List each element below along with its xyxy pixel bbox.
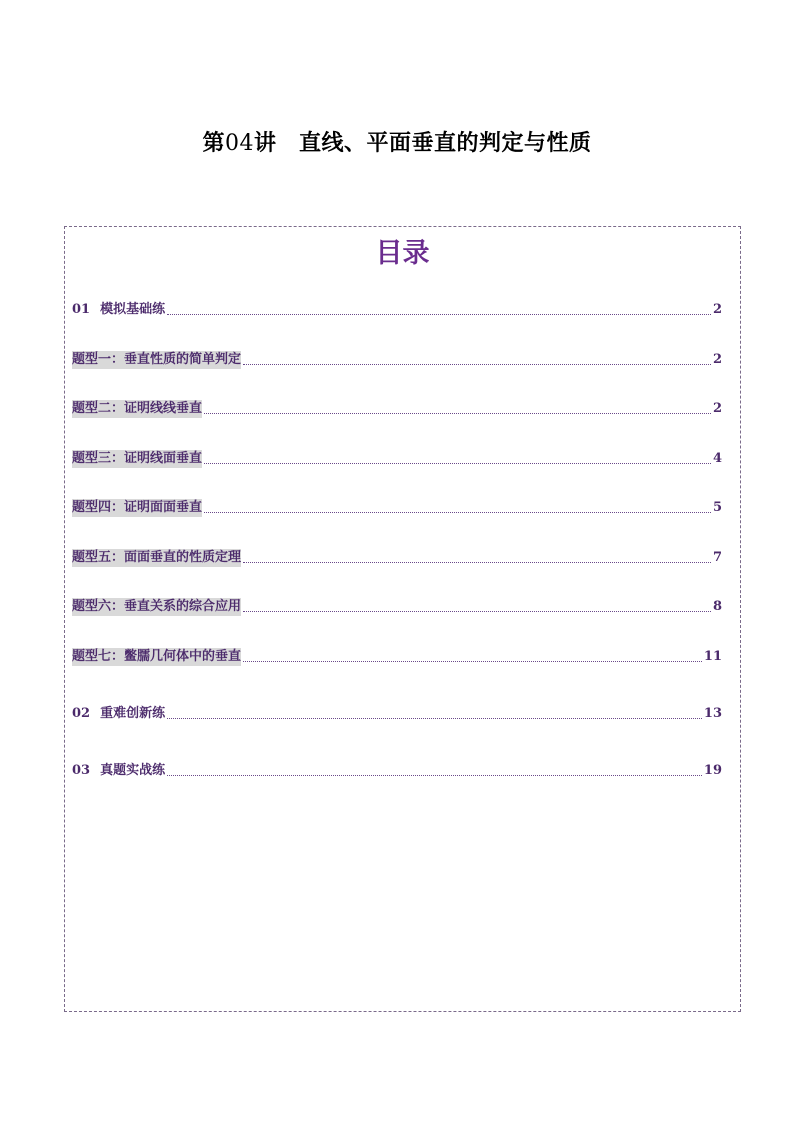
toc-entry-01[interactable] bbox=[72, 301, 722, 319]
toc-leader-dots bbox=[204, 511, 711, 513]
toc-entry-page: 7 bbox=[712, 550, 722, 565]
toc-entry-label: 题型四：证明面面垂直 bbox=[72, 500, 203, 515]
title-suffix: 讲 直线、平面垂直的判定与性质 bbox=[254, 131, 592, 156]
toc-entry-03[interactable] bbox=[72, 762, 722, 780]
toc-leader-dots bbox=[167, 774, 702, 776]
toc-leader-dots bbox=[204, 412, 711, 414]
toc-entry-type-5[interactable] bbox=[72, 549, 722, 567]
toc-heading: 目录 bbox=[375, 238, 430, 269]
toc-entry-02[interactable] bbox=[72, 705, 722, 723]
toc-leader-dots bbox=[204, 462, 711, 464]
title-prefix: 第 bbox=[202, 131, 225, 156]
toc-entry-page: 2 bbox=[712, 302, 722, 317]
toc-entry-label: 题型三：证明线面垂直 bbox=[72, 451, 203, 466]
toc-entry-type-2[interactable] bbox=[72, 400, 722, 418]
toc-entry-page: 19 bbox=[703, 763, 722, 778]
toc-entry-label: 03 真题实战练 bbox=[72, 763, 166, 778]
toc-entry-label: 01 模拟基础练 bbox=[72, 302, 166, 317]
toc-entry-page: 2 bbox=[712, 352, 722, 367]
toc-entry-type-3[interactable] bbox=[72, 450, 722, 468]
toc-entry-page: 8 bbox=[712, 599, 722, 614]
toc-box bbox=[64, 226, 741, 1012]
toc-entry-label: 题型二：证明线线垂直 bbox=[72, 401, 203, 416]
toc-leader-dots bbox=[167, 717, 702, 719]
toc-entry-number: 02 bbox=[72, 706, 91, 721]
toc-entry-label: 题型五：面面垂直的性质定理 bbox=[72, 550, 242, 565]
toc-entry-type-1[interactable] bbox=[72, 351, 722, 369]
toc-entry-type-4[interactable] bbox=[72, 499, 722, 517]
toc-leader-dots bbox=[243, 610, 711, 612]
toc-entry-type-7[interactable] bbox=[72, 648, 722, 666]
toc-entry-page: 5 bbox=[712, 500, 722, 515]
toc-entry-label: 题型七：鳖臑几何体中的垂直 bbox=[72, 649, 242, 664]
title-number: 04 bbox=[225, 131, 254, 156]
toc-entry-type-6[interactable] bbox=[72, 598, 722, 616]
toc-leader-dots bbox=[167, 313, 711, 315]
toc-entry-page: 2 bbox=[712, 401, 722, 416]
toc-entry-label: 02 重难创新练 bbox=[72, 706, 166, 721]
toc-leader-dots bbox=[243, 561, 711, 563]
toc-leader-dots bbox=[243, 363, 711, 365]
toc-entry-number: 03 bbox=[72, 763, 91, 778]
toc-entry-page: 11 bbox=[703, 649, 722, 664]
toc-entry-page: 4 bbox=[712, 451, 722, 466]
toc-leader-dots bbox=[243, 660, 702, 662]
toc-entry-label: 题型一：垂直性质的简单判定 bbox=[72, 352, 242, 367]
page-title bbox=[0, 126, 794, 157]
toc-entry-number: 01 bbox=[72, 302, 91, 317]
toc-entry-page: 13 bbox=[703, 706, 722, 721]
toc-entry-label: 题型六：垂直关系的综合应用 bbox=[72, 599, 242, 614]
